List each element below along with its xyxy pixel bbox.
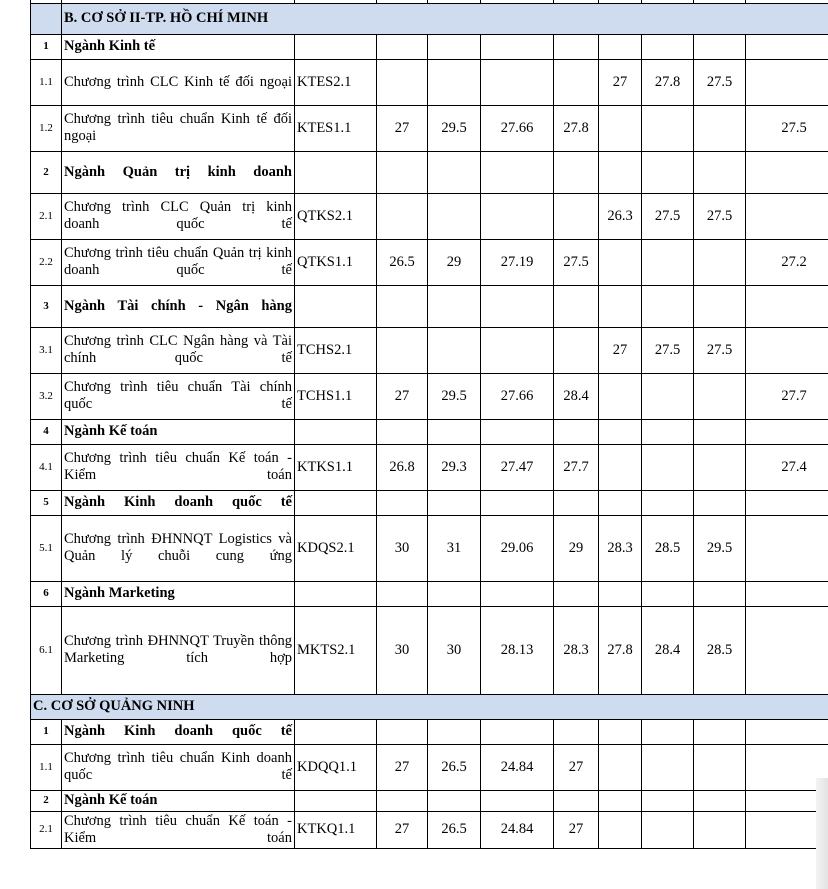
group-row (31, 34, 828, 59)
program-row (31, 105, 828, 151)
section-header-row (31, 3, 828, 34)
program-name: Chương trình tiêu chuẩn Tài chính quốc tế (62, 373, 295, 419)
empty-cell (599, 285, 642, 327)
section-heading: C. CƠ SỞ QUẢNG NINH (31, 694, 828, 719)
program-name: Chương trình ĐHNNQT Logistics và Quản lý chuỗi cung ứng (62, 515, 295, 581)
program-code: KTKQ1.1 (295, 811, 377, 848)
empty-cell (554, 419, 599, 444)
score-cell: 27.4 (746, 444, 828, 490)
group-number: 6 (31, 581, 62, 606)
score-cell: 28.5 (694, 606, 746, 694)
score-cell: 27 (554, 744, 599, 790)
program-number: 5.1 (31, 515, 62, 581)
program-row (31, 239, 828, 285)
score-cell (599, 373, 642, 419)
empty-cell (694, 285, 746, 327)
score-cell: 28.3 (599, 515, 642, 581)
score-cell (428, 327, 481, 373)
program-number: 1.1 (31, 744, 62, 790)
score-cell: 28.3 (554, 606, 599, 694)
score-cell (599, 811, 642, 848)
empty-cell (554, 151, 599, 193)
program-number: 3.2 (31, 373, 62, 419)
group-name: Ngành Marketing (62, 581, 295, 606)
empty-cell (599, 790, 642, 811)
score-cell: 24.84 (481, 744, 554, 790)
program-number: 2.1 (31, 193, 62, 239)
score-cell: 29 (428, 239, 481, 285)
score-cell: 27.66 (481, 105, 554, 151)
group-row (31, 719, 828, 744)
program-name: Chương trình tiêu chuẩn Kinh doanh quốc tế (62, 744, 295, 790)
score-cell (642, 373, 694, 419)
empty-cell (642, 490, 694, 515)
group-row (31, 419, 828, 444)
program-code: KTKS1.1 (295, 444, 377, 490)
empty-cell (746, 581, 828, 606)
score-cell: 30 (428, 606, 481, 694)
empty-cell (428, 419, 481, 444)
score-cell: 29.06 (481, 515, 554, 581)
section-number-cell (31, 3, 62, 34)
empty-cell (481, 490, 554, 515)
score-cell: 26.8 (377, 444, 428, 490)
score-cell (377, 193, 428, 239)
empty-cell (694, 34, 746, 59)
score-cell: 30 (377, 606, 428, 694)
score-cell: 27 (377, 811, 428, 848)
score-cell: 27.19 (481, 239, 554, 285)
score-cell: 27.8 (599, 606, 642, 694)
score-cell (694, 744, 746, 790)
empty-cell (554, 490, 599, 515)
group-row (31, 490, 828, 515)
empty-cell (377, 285, 428, 327)
empty-cell (554, 581, 599, 606)
score-cell: 29.5 (428, 373, 481, 419)
empty-cell (428, 34, 481, 59)
score-cell (694, 811, 746, 848)
program-name: Chương trình tiêu chuẩn Quản trị kinh doanh quốc tế (62, 239, 295, 285)
empty-cell (746, 285, 828, 327)
score-cell (554, 59, 599, 105)
score-cell: 28.5 (642, 515, 694, 581)
page-edge-shadow (816, 778, 828, 889)
program-code: TCHS1.1 (295, 373, 377, 419)
empty-cell (481, 719, 554, 744)
score-cell (694, 444, 746, 490)
empty-cell (694, 719, 746, 744)
empty-cell (377, 719, 428, 744)
empty-cell (746, 419, 828, 444)
score-cell: 27.5 (694, 327, 746, 373)
empty-cell (481, 34, 554, 59)
score-cell: 26.5 (428, 811, 481, 848)
score-cell (746, 59, 828, 105)
score-cell: 27.7 (554, 444, 599, 490)
program-number: 2.1 (31, 811, 62, 848)
empty-cell (295, 490, 377, 515)
empty-cell (295, 285, 377, 327)
score-cell (642, 744, 694, 790)
empty-cell (428, 790, 481, 811)
empty-cell (642, 719, 694, 744)
score-cell: 27.5 (554, 239, 599, 285)
score-cell (746, 193, 828, 239)
program-name: Chương trình tiêu chuẩn Kinh tế đối ngoại (62, 105, 295, 151)
empty-cell (428, 719, 481, 744)
score-cell (642, 105, 694, 151)
score-cell (599, 744, 642, 790)
empty-cell (599, 419, 642, 444)
empty-cell (481, 790, 554, 811)
group-row (31, 790, 828, 811)
score-cell: 31 (428, 515, 481, 581)
score-cell: 27 (377, 744, 428, 790)
empty-cell (295, 581, 377, 606)
score-cell: 27.2 (746, 239, 828, 285)
program-code: KTES2.1 (295, 59, 377, 105)
group-name: Ngành Kế toán (62, 419, 295, 444)
score-cell: 30 (377, 515, 428, 581)
score-cell: 27.7 (746, 373, 828, 419)
program-name: Chương trình tiêu chuẩn Kế toán - Kiểm toán (62, 811, 295, 848)
group-number: 5 (31, 490, 62, 515)
score-cell (481, 327, 554, 373)
score-cell (554, 327, 599, 373)
score-cell (694, 239, 746, 285)
score-cell: 27 (377, 105, 428, 151)
empty-cell (295, 419, 377, 444)
program-number: 6.1 (31, 606, 62, 694)
score-cell (694, 105, 746, 151)
score-cell (428, 193, 481, 239)
empty-cell (295, 790, 377, 811)
score-cell (428, 59, 481, 105)
score-cell (642, 811, 694, 848)
group-row (31, 151, 828, 193)
score-cell: 27 (377, 373, 428, 419)
program-row (31, 744, 828, 790)
score-cell (746, 327, 828, 373)
score-cell (554, 193, 599, 239)
program-number: 1.1 (31, 59, 62, 105)
program-code: KDQS2.1 (295, 515, 377, 581)
empty-cell (481, 419, 554, 444)
score-cell: 26.5 (377, 239, 428, 285)
empty-cell (554, 790, 599, 811)
score-cell: 27 (554, 811, 599, 848)
group-number: 4 (31, 419, 62, 444)
score-cell (746, 606, 828, 694)
score-cell (481, 59, 554, 105)
empty-cell (599, 719, 642, 744)
score-cell: 27 (599, 59, 642, 105)
empty-cell (746, 151, 828, 193)
empty-cell (428, 151, 481, 193)
empty-cell (642, 34, 694, 59)
empty-cell (554, 285, 599, 327)
group-name: Ngành Kinh doanh quốc tế (62, 490, 295, 515)
program-number: 1.2 (31, 105, 62, 151)
empty-cell (599, 490, 642, 515)
group-number: 1 (31, 719, 62, 744)
score-cell (481, 193, 554, 239)
empty-cell (428, 285, 481, 327)
program-number: 2.2 (31, 239, 62, 285)
program-row (31, 444, 828, 490)
group-number: 2 (31, 790, 62, 811)
score-cell: 27.5 (694, 59, 746, 105)
empty-cell (295, 34, 377, 59)
program-number: 4.1 (31, 444, 62, 490)
score-cell: 28.4 (554, 373, 599, 419)
program-row (31, 59, 828, 105)
group-number: 1 (31, 34, 62, 59)
score-cell (377, 59, 428, 105)
empty-cell (694, 490, 746, 515)
empty-cell (554, 719, 599, 744)
score-cell: 29 (554, 515, 599, 581)
score-cell (599, 444, 642, 490)
score-cell: 28.4 (642, 606, 694, 694)
score-cell: 27.66 (481, 373, 554, 419)
program-row (31, 515, 828, 581)
group-name: Ngành Kế toán (62, 790, 295, 811)
score-cell: 27.5 (642, 327, 694, 373)
group-row (31, 581, 828, 606)
group-name: Ngành Tài chính - Ngân hàng (62, 285, 295, 327)
program-code: QTKS2.1 (295, 193, 377, 239)
score-cell: 26.3 (599, 193, 642, 239)
empty-cell (746, 34, 828, 59)
empty-cell (599, 151, 642, 193)
score-cell (642, 444, 694, 490)
score-cell: 27.5 (694, 193, 746, 239)
group-name: Ngành Quản trị kinh doanh (62, 151, 295, 193)
score-cell: 29.5 (428, 105, 481, 151)
empty-cell (377, 581, 428, 606)
empty-cell (694, 419, 746, 444)
score-cell: 27.5 (746, 105, 828, 151)
empty-cell (428, 490, 481, 515)
group-row (31, 285, 828, 327)
score-cell: 28.13 (481, 606, 554, 694)
empty-cell (377, 490, 428, 515)
section-heading: B. CƠ SỞ II-TP. HỒ CHÍ MINH (62, 3, 828, 34)
empty-cell (642, 581, 694, 606)
group-number: 2 (31, 151, 62, 193)
score-cell (694, 373, 746, 419)
empty-cell (377, 151, 428, 193)
score-cell (599, 105, 642, 151)
score-cell: 29.3 (428, 444, 481, 490)
empty-cell (295, 151, 377, 193)
program-name: Chương trình CLC Ngân hàng và Tài chính quốc tế (62, 327, 295, 373)
empty-cell (642, 419, 694, 444)
empty-cell (746, 719, 828, 744)
program-row (31, 811, 828, 848)
program-number: 3.1 (31, 327, 62, 373)
empty-cell (428, 581, 481, 606)
empty-cell (377, 790, 428, 811)
empty-cell (481, 285, 554, 327)
program-name: Chương trình CLC Quản trị kinh doanh quốc tế (62, 193, 295, 239)
program-row (31, 373, 828, 419)
program-code: MKTS2.1 (295, 606, 377, 694)
empty-cell (642, 151, 694, 193)
program-code: TCHS2.1 (295, 327, 377, 373)
empty-cell (694, 581, 746, 606)
empty-cell (377, 419, 428, 444)
empty-cell (599, 34, 642, 59)
empty-cell (554, 34, 599, 59)
group-name: Ngành Kinh doanh quốc tế (62, 719, 295, 744)
group-name: Ngành Kinh tế (62, 34, 295, 59)
empty-cell (295, 719, 377, 744)
program-code: KDQQ1.1 (295, 744, 377, 790)
empty-cell (642, 285, 694, 327)
score-cell: 27 (599, 327, 642, 373)
score-cell (599, 239, 642, 285)
program-code: KTES1.1 (295, 105, 377, 151)
empty-cell (481, 151, 554, 193)
score-cell: 27.8 (642, 59, 694, 105)
program-row (31, 606, 828, 694)
empty-cell (642, 790, 694, 811)
score-cell: 27.47 (481, 444, 554, 490)
program-row (31, 193, 828, 239)
empty-cell (746, 490, 828, 515)
score-cell: 27.5 (642, 193, 694, 239)
score-cell: 29.5 (694, 515, 746, 581)
empty-cell (694, 151, 746, 193)
empty-cell (377, 34, 428, 59)
program-name: Chương trình ĐHNNQT Truyền thông Marketing tích hợp (62, 606, 295, 694)
empty-cell (481, 581, 554, 606)
score-cell (377, 327, 428, 373)
program-code: QTKS1.1 (295, 239, 377, 285)
admission-score-table (30, 0, 828, 849)
score-cell: 27.8 (554, 105, 599, 151)
group-number: 3 (31, 285, 62, 327)
score-cell: 24.84 (481, 811, 554, 848)
program-name: Chương trình CLC Kinh tế đối ngoại (62, 59, 295, 105)
section-header-row (31, 694, 828, 719)
program-row (31, 327, 828, 373)
program-name: Chương trình tiêu chuẩn Kế toán -Kiểm toán (62, 444, 295, 490)
empty-cell (599, 581, 642, 606)
empty-cell (694, 790, 746, 811)
score-cell (746, 515, 828, 581)
score-cell (642, 239, 694, 285)
score-cell: 26.5 (428, 744, 481, 790)
